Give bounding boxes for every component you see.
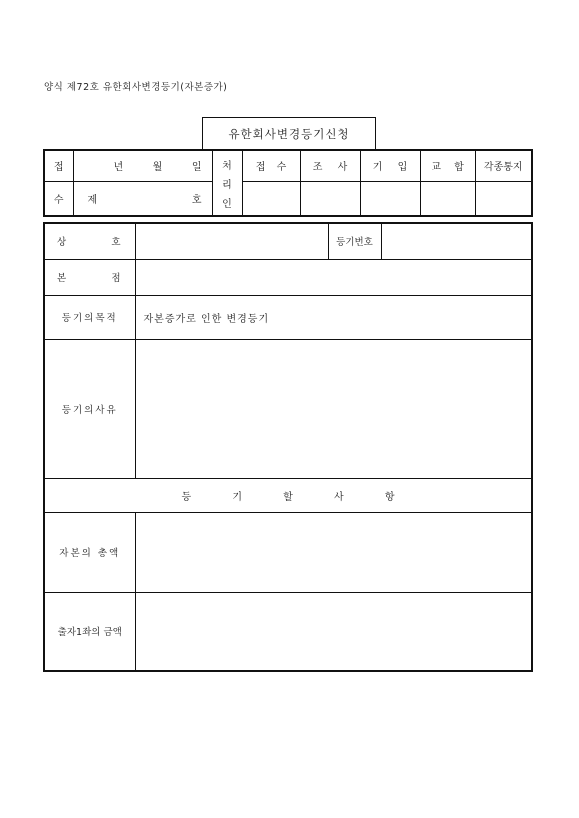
processor-char-1: 처 [222, 160, 232, 172]
stage-notice-stamp[interactable] [475, 181, 532, 216]
capital-total-field[interactable] [135, 512, 532, 592]
reason-label: 등기의사유 [44, 339, 135, 478]
reg-number-field[interactable] [381, 223, 532, 259]
receipt-su-label: 수 [44, 181, 73, 216]
receipt-jeop-label: 접 [44, 150, 73, 181]
capital-total-label: 자본의 총액 [44, 512, 135, 592]
stage-review-stamp[interactable] [300, 181, 360, 216]
stage-receipt-stamp[interactable] [242, 181, 300, 216]
reg-number-label: 등기번호 [328, 223, 381, 259]
purpose-label: 등기의목적 [44, 295, 135, 339]
stage-notice-header: 각종통지 [475, 150, 532, 181]
day-label: 일 [191, 162, 202, 174]
stage-entry-stamp[interactable] [360, 181, 420, 216]
form-number-label: 양식 제72호 유한회사변경등기(자본증가) [44, 82, 228, 93]
head-office-field[interactable] [135, 259, 532, 295]
trade-name-field[interactable] [135, 223, 328, 259]
trade-name-label: 상 호 [44, 223, 135, 259]
application-table [43, 222, 533, 672]
stage-review-header: 조 사 [300, 150, 360, 181]
receipt-table [43, 149, 533, 217]
receipt-date-cell[interactable] [73, 150, 212, 181]
processor-char-3: 인 [222, 198, 232, 210]
purpose-value: 자본증가로 인한 변경등기 [135, 295, 532, 339]
receipt-number-cell[interactable] [73, 181, 212, 216]
je-label: 제 [87, 194, 98, 206]
unit-amount-label: 출자1좌의 금액 [44, 592, 135, 671]
stage-verify-stamp[interactable] [420, 181, 475, 216]
processor-char-2: 리 [222, 179, 232, 191]
head-office-label: 본 점 [44, 259, 135, 295]
stage-receipt-header: 접 수 [242, 150, 300, 181]
reason-field[interactable] [135, 339, 532, 478]
processor-cell [212, 150, 242, 216]
month-label: 월 [152, 162, 163, 174]
unit-amount-field[interactable] [135, 592, 532, 671]
form-title: 유한회사변경등기신청 [202, 117, 376, 149]
matters-header: 등 기 할 사 항 [44, 478, 532, 512]
ho-label: 호 [191, 194, 202, 206]
year-label: 년 [113, 162, 124, 174]
stage-entry-header: 기 입 [360, 150, 420, 181]
stage-verify-header: 교 합 [420, 150, 475, 181]
